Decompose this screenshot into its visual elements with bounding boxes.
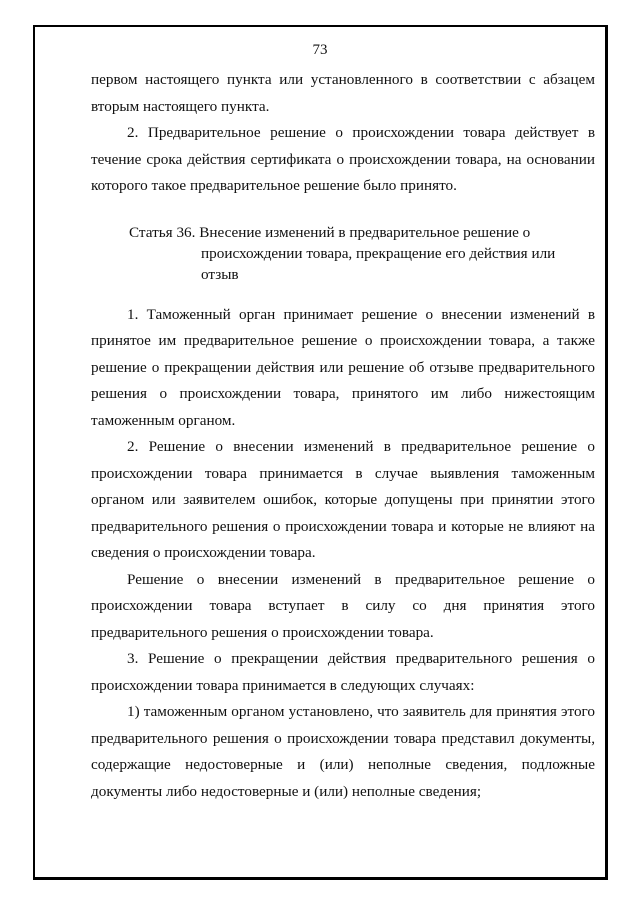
article-paragraph-3-item-1: 1) таможенным органом установлено, что заявитель для принятия этого предварительного решения о происхождении товара представил документы, содержащие недостоверные и (или) неполные сведения, подложные документы либо недостоверные и (или) неполные сведения; — [91, 703, 595, 800]
paragraph-continuation: первом настоящего пункта или установленного в соответствии с абзацем вторым настоящего пункта. — [91, 71, 595, 115]
article-heading-line-2: происхождении товара, прекращение его действия или — [201, 244, 556, 262]
article-paragraph-2-second: Решение о внесении изменений в предварительное решение о происхождении товара вступает в силу со дня принятия этого предварительного решения о происхождении товара. — [91, 570, 595, 641]
page-number: 73 — [312, 42, 328, 58]
article-heading-line-3: отзыв — [201, 265, 239, 283]
article-heading — [91, 222, 595, 285]
article-paragraph-3: 3. Решение о прекращении действия предварительного решения о происхождении товара принимается в следующих случаях: — [91, 650, 595, 694]
article-paragraph-2: 2. Решение о внесении изменений в предварительное решение о происхождении товара принимается в случае выявления таможенным органом или заявителем ошибок, которые допущены при принятии этого предварительного решения о происхождении товара и которые не влияют на сведения о происхождении товара. — [91, 438, 595, 561]
paragraph-2: 2. Предварительное решение о происхождении товара действует в течение срока действия сертификата о происхождении товара, на основании которого такое предварительное решение было принято. — [91, 124, 595, 194]
article-paragraph-1: 1. Таможенный орган принимает решение о внесении изменений в принятое им предварительное решение о происхождении товара, а также решение о прекращении действия или решение об отзыве предварительного решения о происхождении товара, принятого им либо нижестоящим таможенным органом. — [91, 305, 595, 429]
article-heading-line-1: Статья 36. Внесение изменений в предварительное решение о — [129, 223, 531, 241]
document-body — [91, 67, 595, 805]
